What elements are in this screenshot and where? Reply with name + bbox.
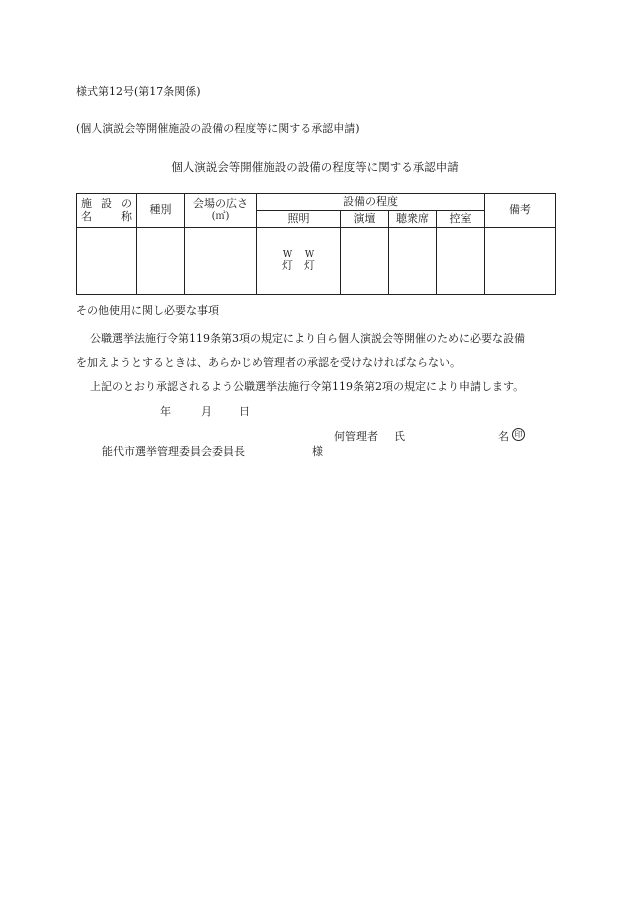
facility-name-line-1: 施 設 の: [81, 196, 132, 210]
seal-mark: 印: [512, 428, 525, 441]
header-remarks: 備考: [485, 194, 556, 228]
header-equipment-level: 設備の程度: [257, 194, 485, 211]
cell-type[interactable]: [137, 228, 185, 295]
facility-equipment-table: [76, 193, 556, 295]
manager-label: 何管理者: [334, 430, 378, 443]
cell-remarks[interactable]: [485, 228, 556, 295]
honorific: 様: [312, 445, 323, 458]
header-venue-area: [185, 194, 257, 228]
name-suffix: 名: [498, 430, 509, 443]
venue-area-unit: (㎡): [211, 211, 230, 223]
form-number: 様式第12号(第17条関係): [76, 85, 201, 98]
header-facility-name: [77, 194, 137, 228]
name-prefix: 氏: [394, 430, 405, 443]
header-lighting: 照明: [257, 211, 341, 228]
date-year: 年: [160, 405, 171, 418]
cell-podium[interactable]: [341, 228, 389, 295]
lighting-unit-lamp-2: 灯: [304, 258, 315, 272]
date-line: [160, 406, 250, 417]
document-subtitle: (個人演説会等開催施設の設備の程度等に関する承認申請): [76, 122, 360, 135]
venue-area-label: 会場の広さ: [193, 197, 248, 211]
date-month: 月: [201, 405, 212, 418]
other-matters-label: その他使用に関し必要な事項: [76, 304, 219, 317]
cell-waiting-room[interactable]: [437, 228, 485, 295]
facility-name-line-2: 名 称: [81, 209, 132, 223]
lighting-unit-w-2: W: [304, 249, 315, 260]
header-waiting-room: 控室: [437, 211, 485, 228]
cell-audience-seats[interactable]: [389, 228, 437, 295]
addressee: 能代市選挙管理委員会委員長: [102, 445, 245, 458]
lighting-unit-w-1: W: [282, 249, 293, 260]
paragraph-2: を加えようとするときは、あらかじめ管理者の承認を受けなければならない。: [76, 356, 461, 369]
header-podium: 演壇: [341, 211, 389, 228]
paragraph-3: 上記のとおり承認されるよう公職選挙法施行令第119条第2項の規定により申請します。: [90, 380, 525, 393]
paragraph-1: 公職選挙法施行令第119条第3項の規定により自ら個人演説会等開催のために必要な設備: [90, 332, 525, 345]
header-type: 種別: [137, 194, 185, 228]
document-title: 個人演説会等開催施設の設備の程度等に関する承認申請: [171, 160, 459, 174]
cell-venue-area[interactable]: [185, 228, 257, 295]
header-audience-seats: 聴衆席: [389, 211, 437, 228]
cell-facility-name[interactable]: [77, 228, 137, 295]
lighting-unit-lamp-1: 灯: [282, 258, 293, 272]
date-day: 日: [239, 405, 250, 418]
cell-lighting[interactable]: [257, 228, 341, 295]
